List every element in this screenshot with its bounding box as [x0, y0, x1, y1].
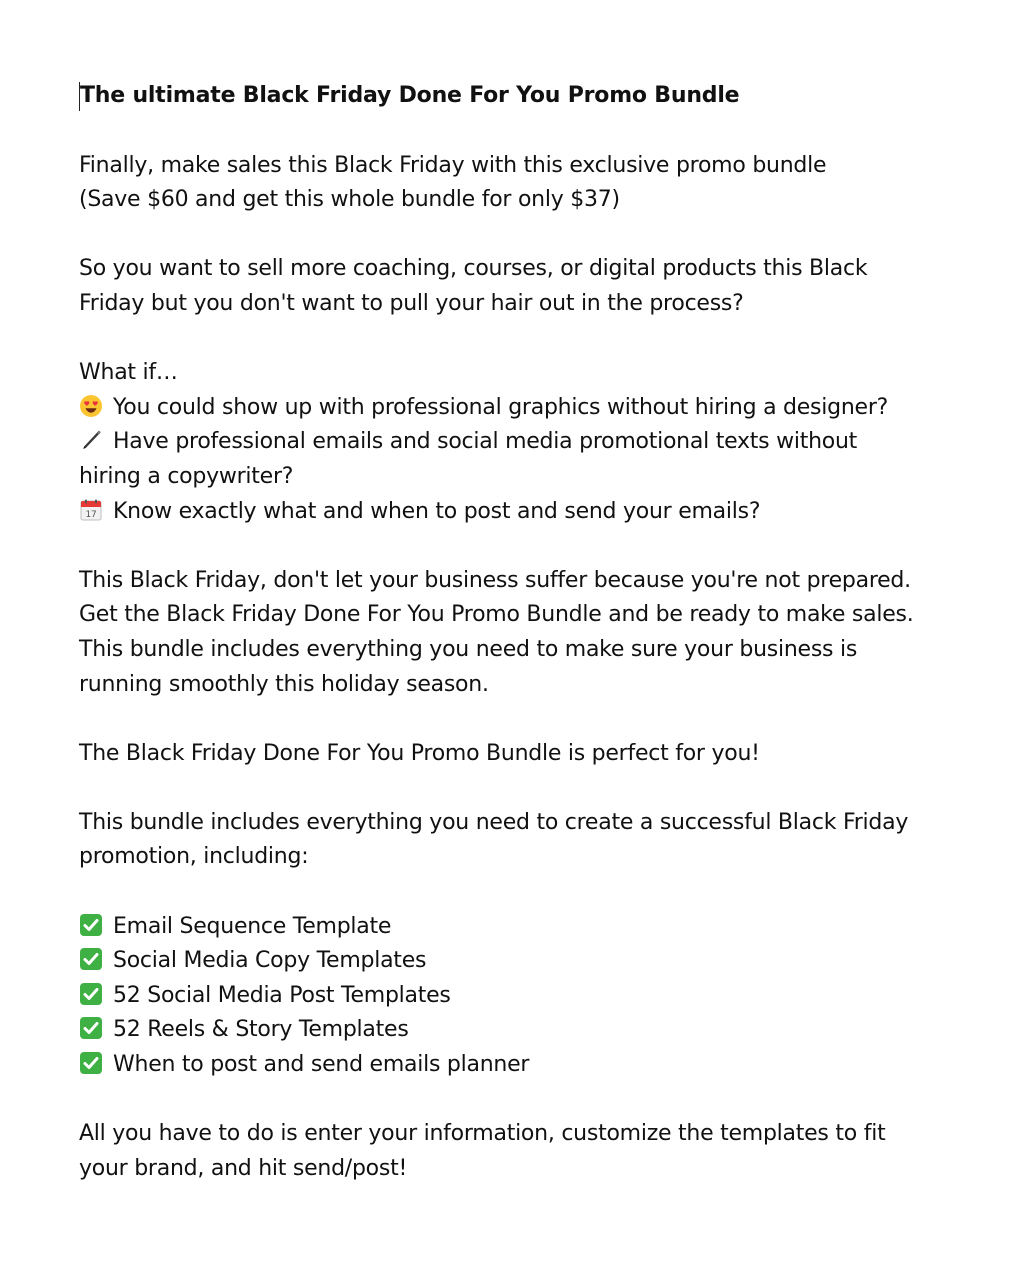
question-line-1: So you want to sell more coaching, courses, or digital products this Black: [79, 256, 868, 282]
svg-text:17: 17: [85, 509, 97, 520]
what-if-item-2-text-1: Have professional emails and social media promotional texts without: [113, 429, 858, 455]
document-title: The ultimate Black Friday Done For You Promo Bundle: [80, 83, 740, 108]
closing-paragraph: [79, 1117, 939, 1186]
intro-paragraph: [79, 149, 939, 218]
what-if-item-1-text: You could show up with professional graphics without hiring a designer?: [113, 394, 889, 420]
checklist-item-text: Email Sequence Template: [113, 913, 392, 939]
checklist-item-text: 52 Social Media Post Templates: [113, 982, 451, 1008]
prepared-paragraph: [79, 564, 939, 702]
pen-emoji-icon: [79, 428, 103, 452]
checklist-item: [79, 979, 939, 1014]
includes-line-2: promotion, including:: [79, 844, 309, 870]
includes-paragraph: [79, 806, 939, 875]
prepared-line-1: This Black Friday, don't let your business suffer because you're not prepared.: [79, 567, 911, 593]
what-if-heading: What if…: [79, 360, 178, 386]
intro-line-2: (Save $60 and get this whole bundle for only $37): [79, 187, 620, 213]
check-mark-button-icon: [79, 913, 103, 937]
prepared-line-2: Get the Black Friday Done For You Promo Bundle and be ready to make sales.: [79, 602, 914, 628]
spacer: [79, 1083, 939, 1118]
checklist-item: [79, 910, 939, 945]
checklist-item-text: When to post and send emails planner: [113, 1052, 530, 1078]
spacer: [79, 114, 939, 149]
intro-line-1: Finally, make sales this Black Friday with this exclusive promo bundle: [79, 152, 827, 178]
checklist-item-text: 52 Reels & Story Templates: [113, 1017, 409, 1043]
checklist: [79, 910, 939, 1083]
checklist-item: [79, 1048, 939, 1083]
title-row: [79, 78, 939, 114]
checklist-item-text: Social Media Copy Templates: [113, 948, 427, 974]
spacer: [79, 875, 939, 910]
checklist-item: [79, 944, 939, 979]
question-line-2: Friday but you don't want to pull your hair out in the process?: [79, 290, 744, 316]
check-mark-button-icon: [79, 947, 103, 971]
heart-eyes-emoji-icon: [79, 394, 103, 418]
spacer: [79, 771, 939, 806]
check-mark-button-icon: [79, 1016, 103, 1040]
prepared-line-4: running smoothly this holiday season.: [79, 671, 489, 697]
spacer: [79, 529, 939, 564]
closing-line-1: All you have to do is enter your information, customize the templates to fit: [79, 1121, 886, 1147]
what-if-item-2: [79, 425, 939, 460]
what-if-item-2-continued: hiring a copywriter?: [79, 463, 294, 489]
question-paragraph: [79, 252, 939, 321]
includes-line-1: This bundle includes everything you need to create a successful Black Friday: [79, 809, 909, 835]
document-body[interactable]: [79, 78, 939, 1186]
checklist-item: [79, 1013, 939, 1048]
calendar-emoji-icon: [79, 498, 103, 522]
spacer: [79, 218, 939, 253]
closing-line-2: your brand, and hit send/post!: [79, 1155, 408, 1181]
what-if-item-1: [79, 391, 939, 426]
check-mark-button-icon: [79, 982, 103, 1006]
check-mark-button-icon: [79, 1051, 103, 1075]
prepared-line-3: This bundle includes everything you need to make sure your business is: [79, 636, 858, 662]
what-if-item-3-text: Know exactly what and when to post and send your emails?: [113, 498, 761, 524]
what-if-paragraph: [79, 356, 939, 529]
perfect-paragraph: The Black Friday Done For You Promo Bundle is perfect for you!: [79, 740, 760, 766]
spacer: [79, 322, 939, 357]
what-if-item-3: [79, 495, 939, 530]
spacer: [79, 702, 939, 737]
